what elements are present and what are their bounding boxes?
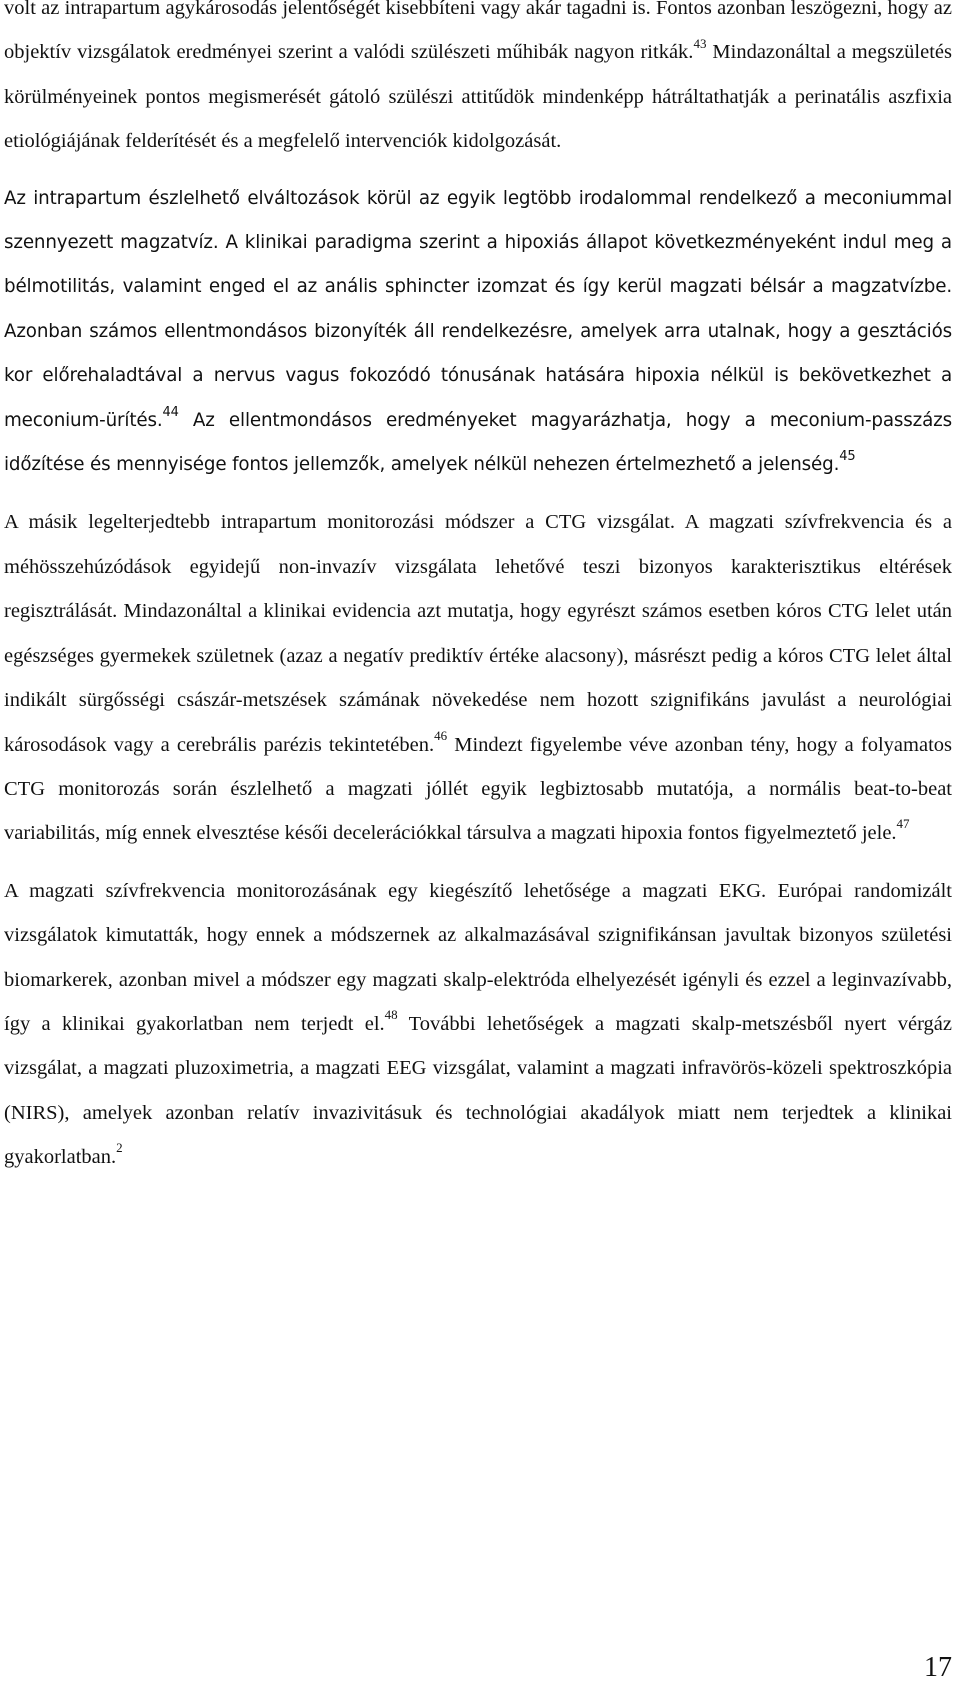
text-run: A magzati szívfrekvencia monitorozásának egy kiegészítő lehetősége a magzati EKG. Európai randomizált vizsgálatok kimutatták, hogy ennek a módszernek az alkalmazásával szignifikánsan javultak bizonyos születési biomarkerek, azonban mivel a módszer egy magzati skalp-elektróda elhelyezését igényli és ezzel a leginvazívabb, így a klinikai gyakorlatban nem terjedt el. xyxy=(4,879,952,1035)
text-run: volt az intrapartum agykárosodás jelentőségét kisebbíteni vagy akár tagadni is. Fontos azonban leszögezni, hogy az objektív vizsgálatok eredményei szerint a valódi szülészeti műhibák nagyon ritkák. xyxy=(4,0,952,64)
document-body xyxy=(4,0,952,1180)
text-run: Az intrapartum észlelhető elváltozások körül az egyik legtöbb irodalommal rendelkező a meconiummal szennyezett magzatvíz. A klinikai paradigma szerint a hipoxiás állapot következményeként indul meg a bélmotilitás, valamint enged el az anális sphincter izomzat és így kerül magzati bélsár a magzatvízbe. Azonban számos ellentmondásos bizonyíték áll rendelkezésre, amelyek arra utalnak, hogy a gesztációs kor előrehaladtával a nervus vagus fokozódó tónusának hatására hipoxia nélkül is bekövetkezhet a meconium-ürítés. xyxy=(4,187,952,431)
text-run: További lehetőségek a magzati skalp-metszésből nyert vérgáz vizsgálat, a magzati pluzoximetria, a magzati EEG vizsgálat, valamint a magzati infravörös-közeli spektroszkópia (NIRS), amelyek azonban relatív invazivitásuk és technológiai akadályok miatt nem terjedtek a klinikai gyakorlatban. xyxy=(4,1012,953,1169)
footnote-reference: 2 xyxy=(116,1140,123,1156)
paragraph-meconium xyxy=(4,177,952,488)
footnote-reference: 46 xyxy=(434,727,448,743)
text-run: Mindazonáltal a megszületés körülményeinek pontos megismerését gátoló szülészi attitűdök mindenképp hátráltathatják a perinatális aszfixia etiológiájának felderítését és a megfelelő intervenciók kidolgozását. xyxy=(4,41,952,153)
footnote-reference: 47 xyxy=(896,816,910,832)
text-run: A másik legelterjedtebb intrapartum monitorozási módszer a CTG vizsgálat. A magzati szívfrekvencia és a méhösszehúzódások egyidejű non-invazív vizsgálata lehetővé teszi bizonyos karakterisztikus eltérések regisztrálását. Mindazonáltal a klinikai evidencia azt mutatja, hogy egyrészt számos esetben kóros CTG lelet után egészséges gyermekek születnek (azaz a negatív prediktív értéke alacsony), másrészt pedig a kóros CTG lelet által indikált sürgősségi császár-metszések számának növekedése nem hozott szignifikáns javulást a neurológiai károsodások vagy a cerebrális parézis tekintetében. xyxy=(4,511,952,756)
text-run: Az ellentmondásos eredményeket magyarázhatja, hogy a meconium-passzázs időzítése és mennyisége fontos jellemzők, amelyek nélkül nehezen értelmezhető a jelenség. xyxy=(4,409,952,476)
footnote-reference: 45 xyxy=(839,448,856,464)
footnote-reference: 48 xyxy=(384,1007,398,1023)
footnote-reference: 43 xyxy=(693,35,707,51)
paragraph-ctg xyxy=(4,500,952,855)
footnote-reference: 44 xyxy=(162,404,179,420)
paragraph-perinatal-asphyxia xyxy=(4,0,952,164)
page-number: 17 xyxy=(924,1652,952,1683)
paragraph-fetal-ecg xyxy=(4,869,952,1180)
text-run: Mindezt figyelembe véve azonban tény, hogy a folyamatos CTG monitorozás során észlelhető a magzati jóllét egyik legbiztosabb mutatója, a normális beat-to-beat variabilitás, míg ennek elvesztése késői decelerációkkal társulva a magzati hipoxia fontos figyelmeztető jele. xyxy=(4,733,952,845)
